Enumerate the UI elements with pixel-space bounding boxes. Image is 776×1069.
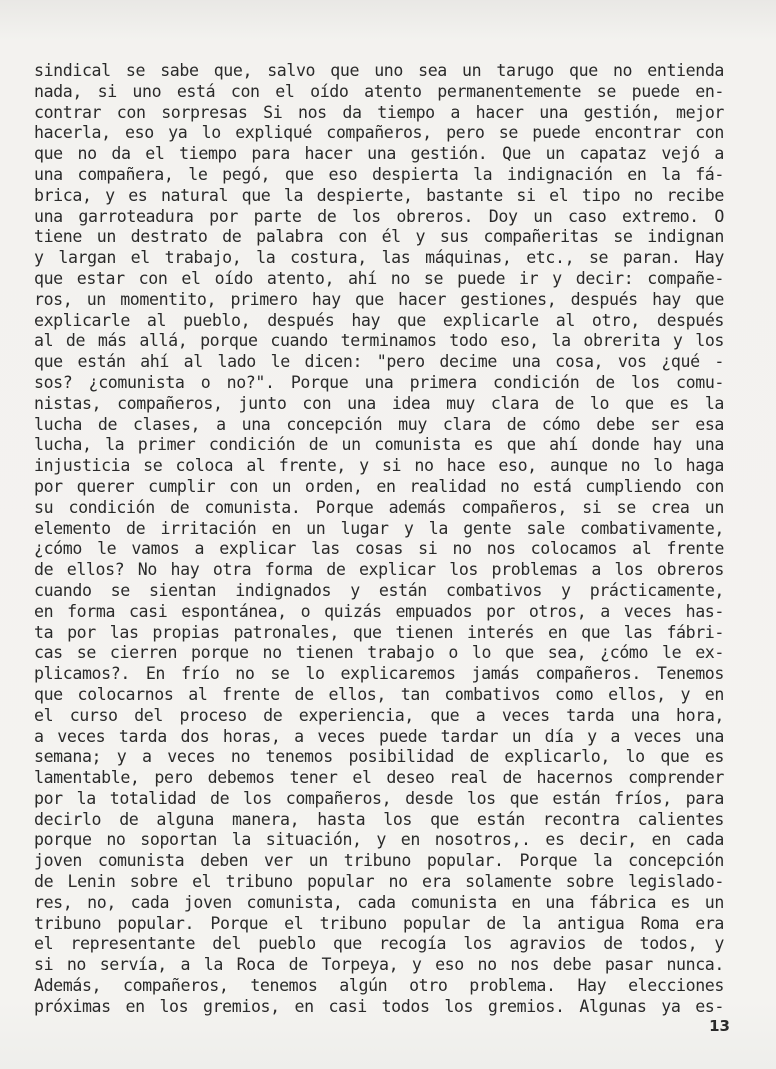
text-line: que están ahí al lado le dicen: "pero decime una cosa, vos ¿qué - [34,352,724,372]
text-line: por la totalidad de los compañeros, desde los que están fríos, para [34,788,724,808]
text-line: ¿cómo le vamos a explicar las cosas si no nos colocamos al frente [34,539,724,559]
text-line: en forma casi espontánea, o quizás empuados por otros, a veces has- [34,601,724,621]
page-number: 13 [709,1017,730,1035]
text-line: que no da el tiempo para hacer una gestión. Que un capataz vejó a [34,144,724,164]
text-line: sos? ¿comunista o no?". Porque una primera condición de los comu- [34,372,724,392]
text-line: su condición de comunista. Porque además compañeros, si se crea un [34,497,724,517]
text-line: a veces tarda dos horas, a veces puede tardar un día y a veces una [34,726,724,746]
text-line: lucha de clases, a una concepción muy clara de cómo debe ser esa [34,414,724,434]
text-line: ta por las propias patronales, que tienen interés en que las fábri- [34,622,724,642]
body-text [34,61,724,1018]
text-line: que colocarnos al frente de ellos, tan combativos como ellos, y en [34,684,724,704]
text-line: si no servía, a la Roca de Torpeya, y eso no nos debe pasar nunca. [34,955,724,975]
text-line: porque no soportan la situación, y en nosotros,. es decir, en cada [34,830,724,850]
text-line: contrar con sorpresas Si nos da tiempo a hacer una gestión, mejor [34,102,724,122]
text-line: tribuno popular. Porque el tribuno popular de la antigua Roma era [34,913,724,933]
text-line: elemento de irritación en un lugar y la gente sale combativamente, [34,518,724,538]
text-line: res, no, cada joven comunista, cada comunista en una fábrica es un [34,892,724,912]
text-line: el curso del proceso de experiencia, que a veces tarda una hora, [34,705,724,725]
text-line: ros, un momentito, primero hay que hacer gestiones, después hay que [34,289,724,309]
text-line: joven comunista deben ver un tribuno popular. Porque la concepción [34,851,724,871]
text-line: al de más allá, porque cuando terminamos todo eso, la obrerita y los [34,331,724,351]
text-line: nistas, compañeros, junto con una idea muy clara de lo que es la [34,393,724,413]
text-line: el representante del pueblo que recogía los agravios de todos, y [34,934,724,954]
text-line: plicamos?. En frío no se lo explicaremos jamás compañeros. Tenemos [34,664,724,684]
text-line: lamentable, pero debemos tener el deseo real de hacernos comprender [34,768,724,788]
text-line: tiene un destrato de palabra con él y sus compañeritas se indignan [34,227,724,247]
text-line: por querer cumplir con un orden, en realidad no está cumpliendo con [34,476,724,496]
text-line: sindical se sabe que, salvo que uno sea un tarugo que no entienda [34,61,724,80]
text-line: cas se cierren porque no tienen trabajo o lo que sea, ¿cómo le ex- [34,643,724,663]
text-line: una compañera, le pegó, que eso despierta la indignación en la fá- [34,164,724,184]
text-line: injusticia se coloca al frente, y si no hace eso, aunque no lo haga [34,456,724,476]
text-line: que estar con el oído atento, ahí no se puede ir y decir: compañe- [34,268,724,288]
text-line: de Lenin sobre el tribuno popular no era solamente sobre legislado- [34,872,724,892]
text-line: brica, y es natural que la despierte, bastante si el tipo no recibe [34,185,724,205]
text-line: Además, compañeros, tenemos algún otro problema. Hay elecciones [34,976,724,996]
text-line: una garroteadura por parte de los obreros. Doy un caso extremo. O [34,206,724,226]
text-line: y largan el trabajo, la costura, las máquinas, etc., se paran. Hay [34,248,724,268]
text-line: nada, si uno está con el oído atento permanentemente se puede en- [34,81,724,101]
text-line: semana; y a veces no tenemos posibilidad de explicarlo, lo que es [34,747,724,767]
text-line: lucha, la primer condición de un comunista es que ahí donde hay una [34,435,724,455]
text-line: hacerla, eso ya lo expliqué compañeros, pero se puede encontrar con [34,123,724,143]
text-line: decirlo de alguna manera, hasta los que están recontra calientes [34,809,724,829]
text-line: cuando se sientan indignados y están combativos y prácticamente, [34,580,724,600]
text-line: explicarle al pueblo, después hay que explicarle al otro, después [34,310,724,330]
text-line: de ellos? No hay otra forma de explicar los problemas a los obreros [34,560,724,580]
text-line: próximas en los gremios, en casi todos los gremios. Algunas ya es- [34,996,724,1016]
